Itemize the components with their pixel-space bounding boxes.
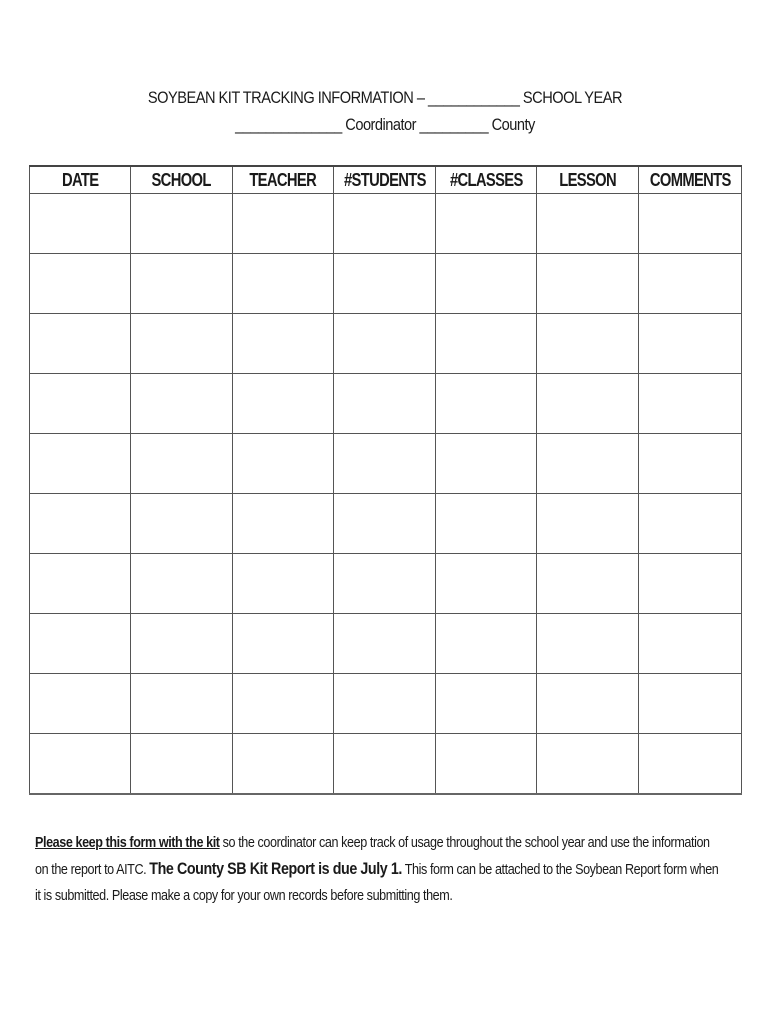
table-cell-date[interactable] — [30, 374, 131, 434]
table-cell-date[interactable] — [30, 314, 131, 374]
table-cell-classes[interactable] — [436, 614, 537, 674]
note-emphasis-keep-form: Please keep this form with the kit — [35, 834, 220, 851]
table-row — [30, 494, 742, 554]
table-cell-lesson[interactable] — [537, 734, 639, 795]
table-row — [30, 674, 742, 734]
note-emphasis-due-date: The County SB Kit Report is due July 1. — [149, 859, 402, 878]
table-cell-teacher[interactable] — [233, 314, 334, 374]
table-cell-teacher[interactable] — [233, 734, 334, 795]
table-cell-students[interactable] — [334, 734, 436, 795]
table-cell-comments[interactable] — [639, 254, 742, 314]
table-row — [30, 314, 742, 374]
table-cell-teacher[interactable] — [233, 554, 334, 614]
table-cell-students[interactable] — [334, 374, 436, 434]
coordinator-county-line: ______________ Coordinator _________ County — [235, 115, 535, 134]
table-cell-date[interactable] — [30, 554, 131, 614]
table-cell-comments[interactable] — [639, 614, 742, 674]
table-cell-teacher[interactable] — [233, 434, 334, 494]
table-cell-school[interactable] — [131, 434, 233, 494]
table-cell-students[interactable] — [334, 554, 436, 614]
table-cell-classes[interactable] — [436, 434, 537, 494]
table-cell-comments[interactable] — [639, 434, 742, 494]
table-cell-teacher[interactable] — [233, 494, 334, 554]
table-cell-lesson[interactable] — [537, 554, 639, 614]
table-row — [30, 374, 742, 434]
table-cell-students[interactable] — [334, 674, 436, 734]
table-cell-students[interactable] — [334, 314, 436, 374]
table-cell-school[interactable] — [131, 254, 233, 314]
table-cell-school[interactable] — [131, 674, 233, 734]
instructions-note — [35, 830, 724, 909]
table-row — [30, 554, 742, 614]
column-header-students: #STUDENTS — [334, 166, 436, 194]
table-cell-lesson[interactable] — [537, 494, 639, 554]
table-row — [30, 434, 742, 494]
table-body — [30, 194, 742, 795]
table-cell-teacher[interactable] — [233, 374, 334, 434]
table-cell-students[interactable] — [334, 494, 436, 554]
table-cell-date[interactable] — [30, 194, 131, 254]
table-cell-date[interactable] — [30, 614, 131, 674]
table-cell-students[interactable] — [334, 614, 436, 674]
table-cell-school[interactable] — [131, 554, 233, 614]
table-cell-comments[interactable] — [639, 374, 742, 434]
table-row — [30, 254, 742, 314]
table-cell-school[interactable] — [131, 194, 233, 254]
table-cell-comments[interactable] — [639, 554, 742, 614]
table-cell-teacher[interactable] — [233, 614, 334, 674]
table-cell-classes[interactable] — [436, 734, 537, 795]
table-cell-date[interactable] — [30, 674, 131, 734]
note-text-part-2: This form can be attached to the Soybean Report form when it is submitted. Please make a copy for your own records before submitting them. — [35, 861, 719, 904]
table-cell-date[interactable] — [30, 494, 131, 554]
table-cell-comments[interactable] — [639, 314, 742, 374]
table-cell-classes[interactable] — [436, 254, 537, 314]
table-cell-comments[interactable] — [639, 194, 742, 254]
table-cell-school[interactable] — [131, 374, 233, 434]
table-cell-students[interactable] — [334, 194, 436, 254]
table-cell-school[interactable] — [131, 494, 233, 554]
table-cell-classes[interactable] — [436, 494, 537, 554]
column-header-date: DATE — [30, 166, 131, 194]
column-header-school: SCHOOL — [131, 166, 233, 194]
column-header-lesson: LESSON — [537, 166, 639, 194]
note-text-part-1: so the coordinator can keep track of usage throughout the school year and use the information on the report to AITC. — [35, 834, 710, 878]
table-cell-lesson[interactable] — [537, 674, 639, 734]
table-cell-students[interactable] — [334, 434, 436, 494]
table-row — [30, 734, 742, 795]
table-cell-teacher[interactable] — [233, 674, 334, 734]
table-cell-date[interactable] — [30, 434, 131, 494]
table-cell-date[interactable] — [30, 734, 131, 795]
table-cell-comments[interactable] — [639, 734, 742, 795]
column-header-classes: #CLASSES — [436, 166, 537, 194]
table-cell-school[interactable] — [131, 614, 233, 674]
table-cell-lesson[interactable] — [537, 374, 639, 434]
table-cell-classes[interactable] — [436, 374, 537, 434]
table-cell-students[interactable] — [334, 254, 436, 314]
table-header-row — [30, 166, 742, 194]
column-header-teacher: TEACHER — [233, 166, 334, 194]
table-row — [30, 614, 742, 674]
table-cell-classes[interactable] — [436, 314, 537, 374]
table-cell-classes[interactable] — [436, 674, 537, 734]
table-cell-date[interactable] — [30, 254, 131, 314]
tracking-table — [29, 165, 742, 795]
table-cell-lesson[interactable] — [537, 314, 639, 374]
table-cell-classes[interactable] — [436, 194, 537, 254]
table-cell-lesson[interactable] — [537, 254, 639, 314]
table-cell-teacher[interactable] — [233, 194, 334, 254]
table-row — [30, 194, 742, 254]
table-cell-school[interactable] — [131, 734, 233, 795]
table-cell-comments[interactable] — [639, 494, 742, 554]
table-cell-teacher[interactable] — [233, 254, 334, 314]
table-cell-comments[interactable] — [639, 674, 742, 734]
table-cell-lesson[interactable] — [537, 434, 639, 494]
table-cell-lesson[interactable] — [537, 614, 639, 674]
table-cell-lesson[interactable] — [537, 194, 639, 254]
table-cell-classes[interactable] — [436, 554, 537, 614]
table-cell-school[interactable] — [131, 314, 233, 374]
column-header-comments: COMMENTS — [639, 166, 742, 194]
form-title: SOYBEAN KIT TRACKING INFORMATION – ____________ SCHOOL YEAR — [147, 88, 623, 107]
